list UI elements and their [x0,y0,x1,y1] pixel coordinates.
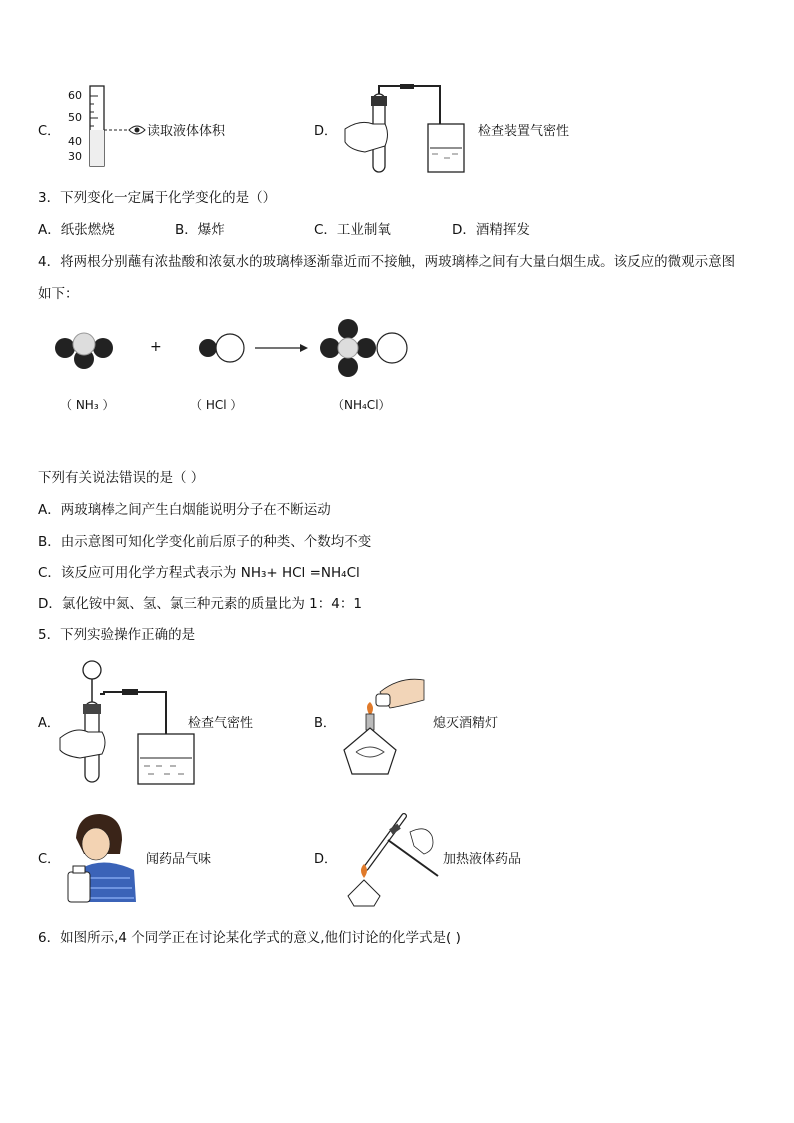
q4-option-b: B．由示意图可知化学变化前后原子的种类、个数均不变 [38,534,372,550]
plus-sign: + [150,339,162,355]
reaction-diagram [50,316,420,380]
cylinder-tick-30: 30 [68,150,82,163]
label-nh3: （ NH₃ ） [60,398,115,412]
q5-option-d-label: D． [314,852,338,867]
option-d-text: 检查装置气密性 [478,124,570,139]
smelling-chemical-illustration [64,808,144,902]
q5-option-b-text: 熄灭酒精灯 [433,716,499,731]
q5-option-a-label: A． [38,716,60,731]
q5-option-b-label: B． [314,716,336,731]
q3-option-a: A．纸张燃烧 [38,222,115,238]
q4-option-a: A．两玻璃棒之间产生白烟能说明分子在不断运动 [38,502,331,518]
option-d-label: D． [314,124,338,139]
label-hcl: （ HCl ） [190,398,243,412]
label-nh4cl: （NH₄Cl） [332,398,391,412]
question-5-stem: 5．下列实验操作正确的是 [38,627,196,643]
airtightness-check-illustration [340,84,470,174]
airtightness-funnel-illustration [60,658,200,788]
q5-option-a-text: 检查气密性 [188,716,254,731]
q5-option-d-text: 加热液体药品 [443,852,522,867]
eye-icon [128,124,146,136]
q5-option-c-text: 闻药品气味 [146,852,212,867]
question-3-stem: 3．下列变化一定属于化学变化的是（） [38,190,277,206]
heating-liquid-illustration [340,806,444,906]
alcohol-lamp-illustration [340,672,430,782]
cylinder-tick-60: 60 [68,89,82,102]
question-4-stem-line1: 4．将两根分别蘸有浓盐酸和浓氨水的玻璃棒逐渐靠近而不接触，两玻璃棒之间有大量白烟生成。该反应的微观示意图 [38,254,736,270]
option-c-text: 读取液体体积 [147,124,226,139]
question-6-stem: 6．如图所示,4 个同学正在讨论某化学式的意义,他们讨论的化学式是( ) [38,930,461,946]
option-c-label: C． [38,124,61,139]
q3-option-c: C．工业制氧 [314,222,391,238]
cylinder-tick-50: 50 [68,111,82,124]
q4-option-c: C．该反应可用化学方程式表示为 NH₃+ HCl =NH₄Cl [38,565,360,581]
question-4-prompt: 下列有关说法错误的是（ ） [38,470,205,486]
q5-option-c-label: C． [38,852,61,867]
q3-option-d: D．酒精挥发 [452,222,530,238]
question-4-stem-line2: 如下： [38,286,79,302]
q4-option-d: D．氯化铵中氮、氢、氯三种元素的质量比为 1：4：1 [38,596,362,612]
cylinder-tick-40: 40 [68,135,82,148]
q3-option-b: B．爆炸 [175,222,225,238]
